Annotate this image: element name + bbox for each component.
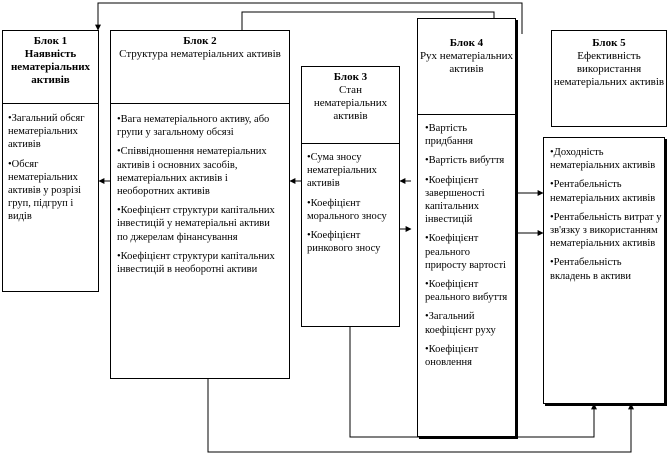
block2-label: Блок 2 — [183, 35, 217, 47]
list-item: •Коефіцієнт реального вибуття — [425, 279, 508, 304]
block2-header — [111, 31, 289, 61]
list-item: •Коефіцієнт ринкового зносу — [307, 230, 381, 255]
block5-header — [552, 31, 666, 89]
list-item: •Сума зносу нематеріальних активів — [307, 152, 377, 190]
block1 — [2, 30, 99, 292]
list-item: •Вартість вибуття — [425, 155, 505, 167]
block3-label: Блок 3 — [333, 71, 368, 83]
block4-list — [425, 122, 513, 375]
list-item: •Доходність нематеріальних активів — [550, 147, 656, 172]
block1-title: Наявність нематеріальних активів — [10, 48, 91, 86]
block4-title: Рух нематеріальних активів — [419, 50, 514, 75]
list-item: •Коефіцієнт морального зносу — [307, 197, 387, 222]
block4-header — [418, 19, 515, 76]
list-item: •Загальний обсяг нематеріальних активів — [8, 113, 85, 151]
list-item: •Коефіцієнт реального приросту вартості — [425, 233, 506, 271]
list-item: •Співвідношення нематеріальних активів і основних засобів, нематеріальних активів і необоротних активів — [117, 146, 267, 198]
block3-header — [302, 67, 399, 123]
list-item: •Загальний коефіцієнт руху — [425, 311, 496, 336]
block2-title: Структура нематеріальних активів — [119, 48, 281, 60]
list-item: •Вага нематеріального активу, або групи у загальному обсязі — [117, 114, 270, 139]
block5-label: Блок 5 — [592, 37, 626, 49]
block4 — [417, 18, 516, 437]
list-item: •Вартість придбання — [425, 123, 473, 148]
list-item: •Рентабельність нематеріальних активів — [550, 179, 656, 204]
block5-list-box — [543, 137, 665, 404]
block1-label: Блок 1 — [33, 35, 68, 47]
block3-title: Стан нематеріальних активів — [313, 84, 388, 122]
block5-title: Ефективність використання нематеріальних активів — [553, 50, 665, 88]
block3-list — [307, 151, 395, 261]
block1-header — [3, 31, 98, 87]
list-item: •Рентабельність вкладень в активи — [550, 257, 631, 282]
block5-list — [550, 146, 662, 289]
block2 — [110, 30, 290, 379]
list-item: •Обсяг нематеріальних активів у розрізі груп, підгруп і видів — [8, 158, 82, 223]
block3 — [301, 66, 400, 327]
block1-list — [8, 112, 94, 230]
list-item: •Коефіцієнт завершеності капітальних інвестицій — [425, 174, 485, 226]
list-item: •Коефіцієнт оновлення — [425, 343, 479, 369]
list-item: •Коефіцієнт структури капітальних інвестицій у нематеріальні активи по джерелам фінансування — [117, 205, 275, 243]
list-item: •Коефіцієнт структури капітальних інвестицій в необоротні активи — [117, 250, 275, 276]
block2-list — [117, 113, 283, 282]
block4-label: Блок 4 — [449, 37, 484, 49]
list-item: •Рентабельність витрат у зв'язку з використанням нематеріальних активів — [550, 211, 662, 250]
block5-header-box — [551, 30, 667, 127]
